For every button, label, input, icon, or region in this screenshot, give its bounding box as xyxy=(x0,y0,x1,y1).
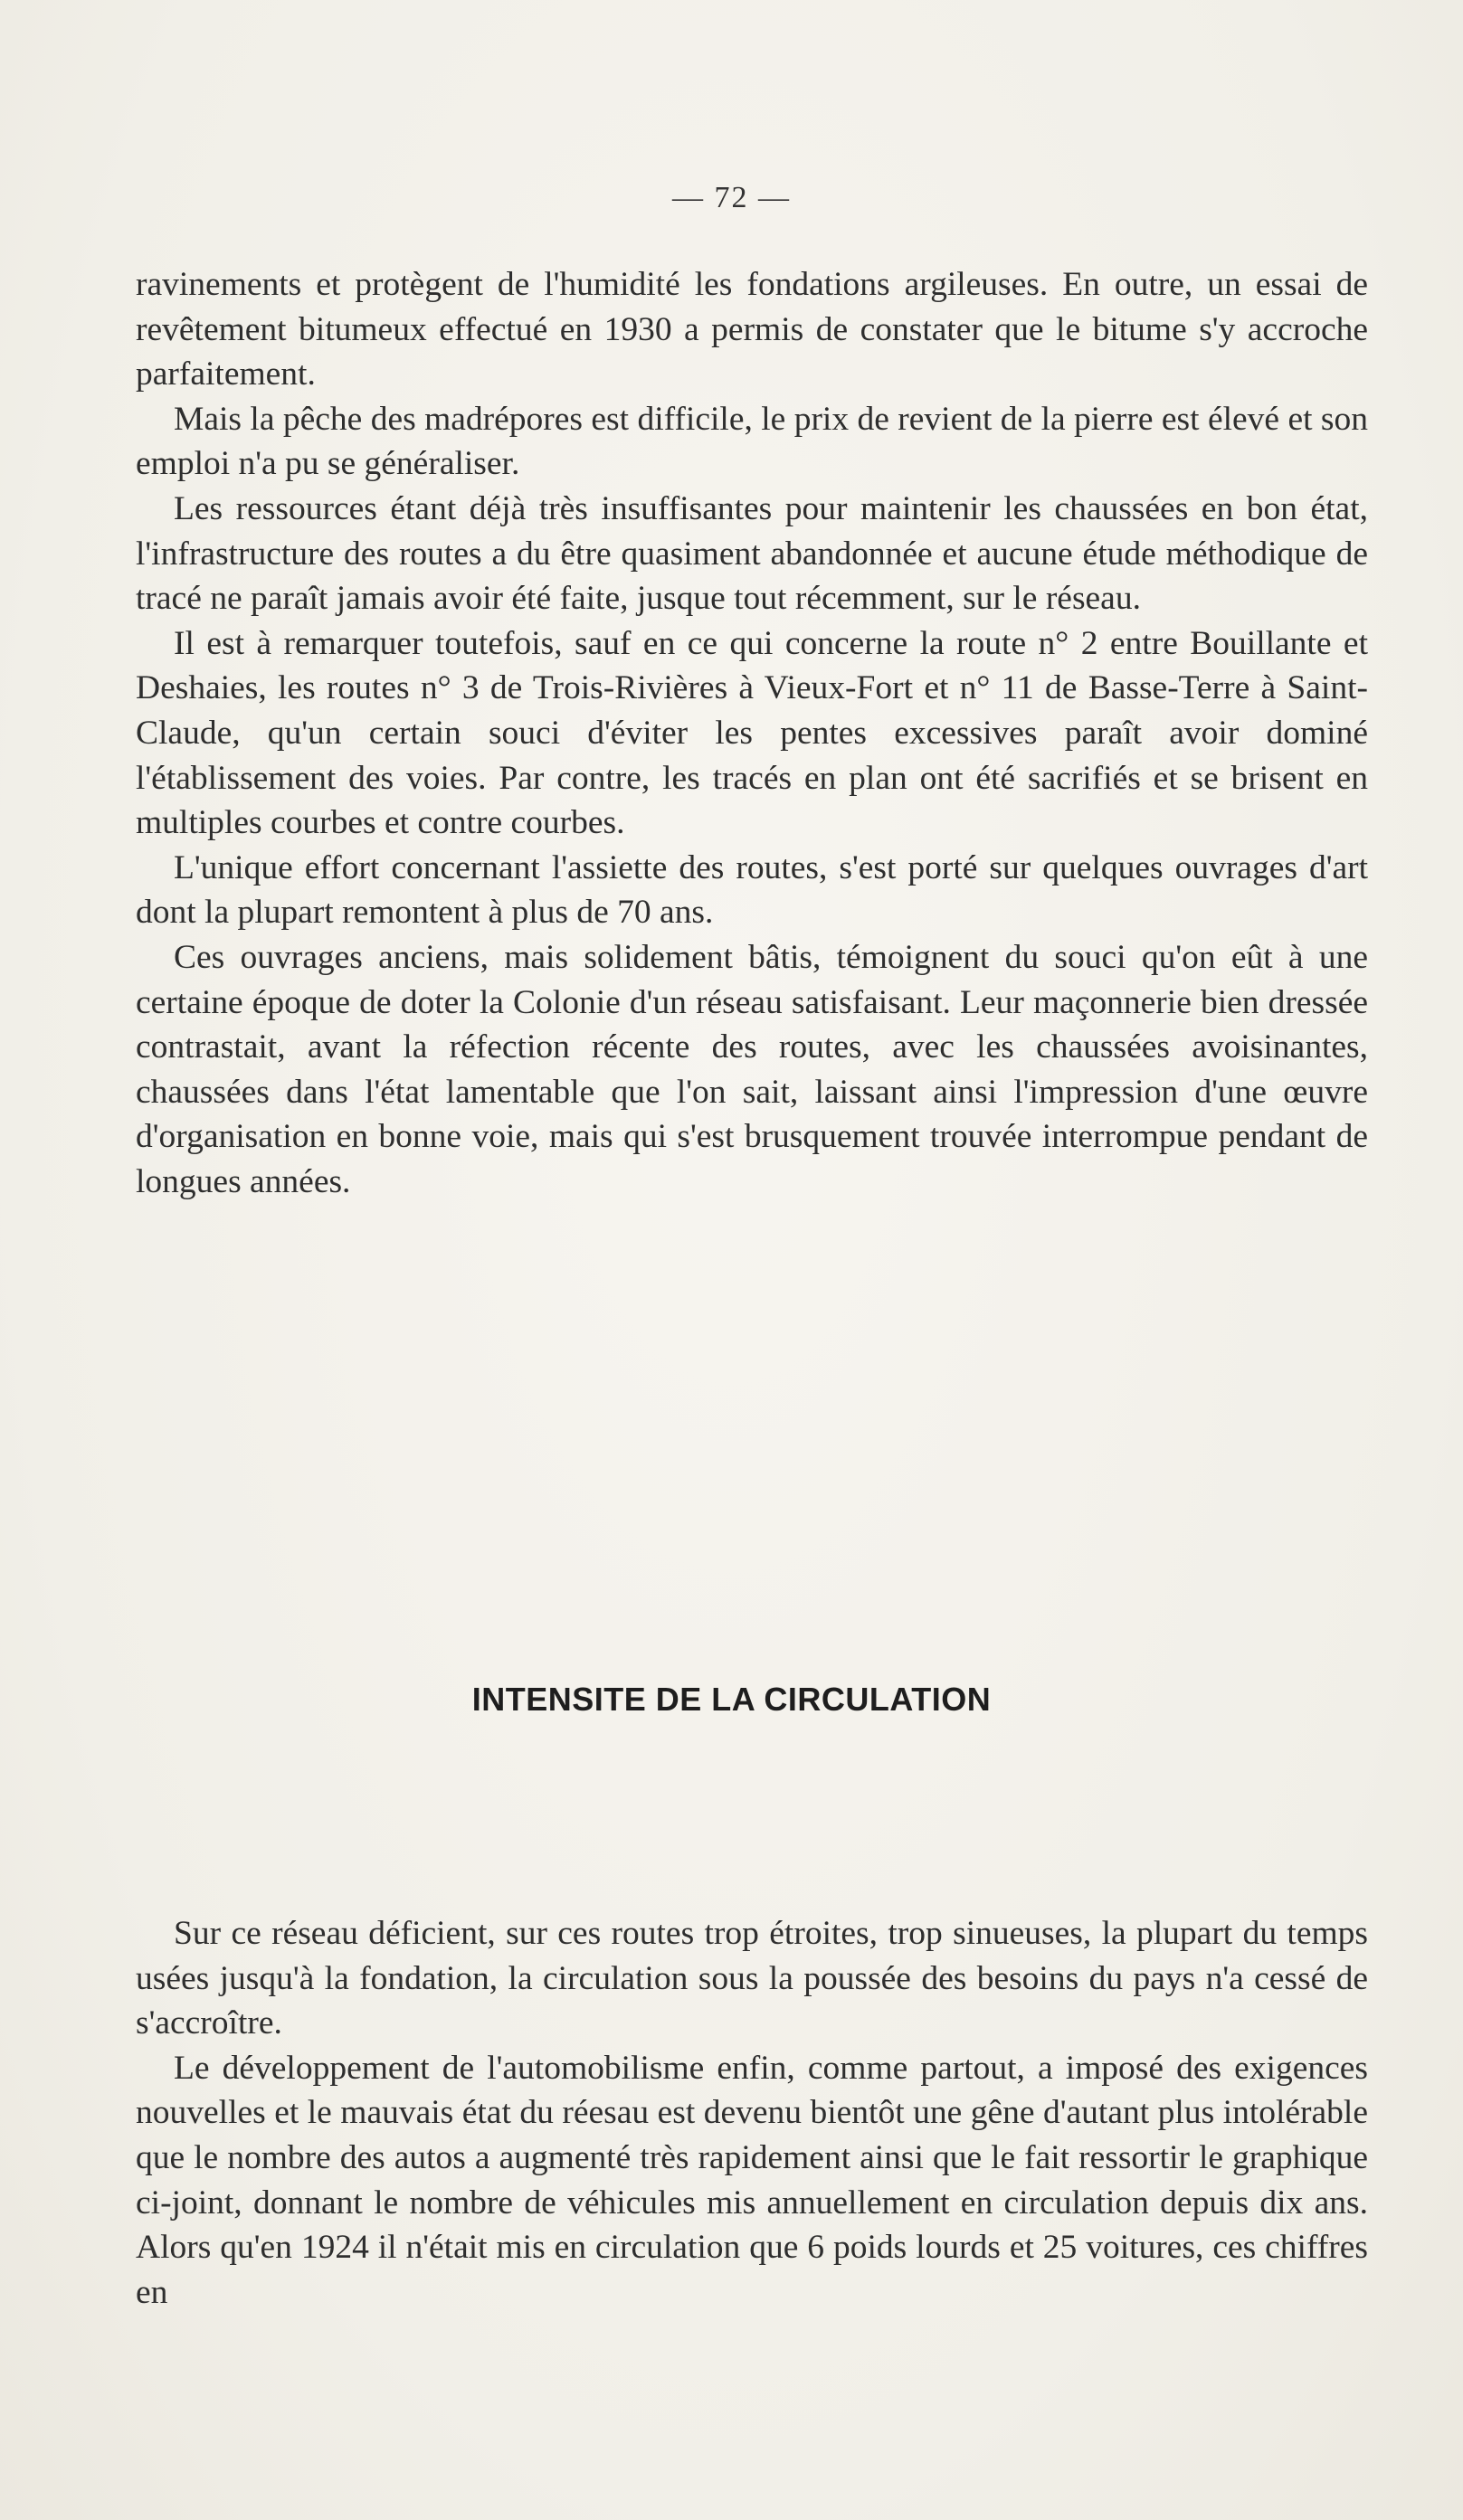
page-number: — 72 — xyxy=(672,181,791,214)
section-one-body xyxy=(136,262,1368,1204)
paragraph-5: L'unique effort concernant l'assiette des routes, s'est porté sur quelques ouvrages d'art dont la plupart remontent à plus de 70 ans. xyxy=(136,848,1368,932)
section-two-body xyxy=(136,1911,1368,2315)
paragraph-4: Il est à remarquer toutefois, sauf en ce qui concerne la route n° 2 entre Bouillante et Deshaies, les routes n° 3 de Trois-Rivières à Vieux-Fort et n° 11 de Basse-Terre à Saint-Claude, qu'un certain souci d'éviter les pentes excessives paraît avoir dominé l'établissement des voies. Par contre, les tracés en plan ont été sacrifiés et se brisent en multiples courbes et contre courbes. xyxy=(136,624,1368,842)
paragraph-7: Sur ce réseau déficient, sur ces routes trop étroites, trop sinueuses, la plupart du temps usées jusqu'à la fondation, la circulation sous la poussée des besoins du pays n'a cessé de s'accroître. xyxy=(136,1915,1368,2042)
paragraph-2: Mais la pêche des madrépores est difficile, le prix de revient de la pierre est élevé et son emploi n'a pu se généraliser. xyxy=(136,400,1368,483)
paragraph-8: Le développement de l'automobilisme enfin, comme partout, a imposé des exigences nouvelles et le mauvais état du réesau est devenu bientôt une gêne d'autant plus intolérable que le nombre des autos a augmenté très rapidement ainsi que le fait ressortir le graphique ci-joint, donnant le nombre de véhicules mis annuellement en circulation depuis dix ans. Alors qu'en 1924 il n'était mis en circulation que 6 poids lourds et 25 voitures, ces chiffres en xyxy=(136,2049,1368,2311)
paragraph-3: Les ressources étant déjà très insuffisantes pour maintenir les chaussées en bon état, l'infrastructure des routes a du être quasiment abandonnée et aucune étude méthodique de tracé ne paraît jamais avoir été faite, jusque tout récemment, sur le réseau. xyxy=(136,489,1368,618)
paragraph-6: Ces ouvrages anciens, mais solidement bâtis, témoignent du souci qu'on eût à une certaine époque de doter la Colonie d'un réseau satisfaisant. Leur maçonnerie bien dressée contrastait, avant la réfection récente des routes, avec les chaussées avoisinantes, chaussées dans l'état lamentable que l'on sait, laissant ainsi l'impression d'une œuvre d'organisation en bonne voie, mais qui s'est brusquement trouvée interrompue pendant de longues années. xyxy=(136,938,1368,1200)
paragraph-1: ravinements et protègent de l'humidité les fondations argileuses. En outre, un essai de revêtement bitumeux effectué en 1930 a permis de constater que le bitume s'y accroche parfaitement. xyxy=(136,266,1368,393)
section-heading: INTENSITE DE LA CIRCULATION xyxy=(471,1681,992,1718)
